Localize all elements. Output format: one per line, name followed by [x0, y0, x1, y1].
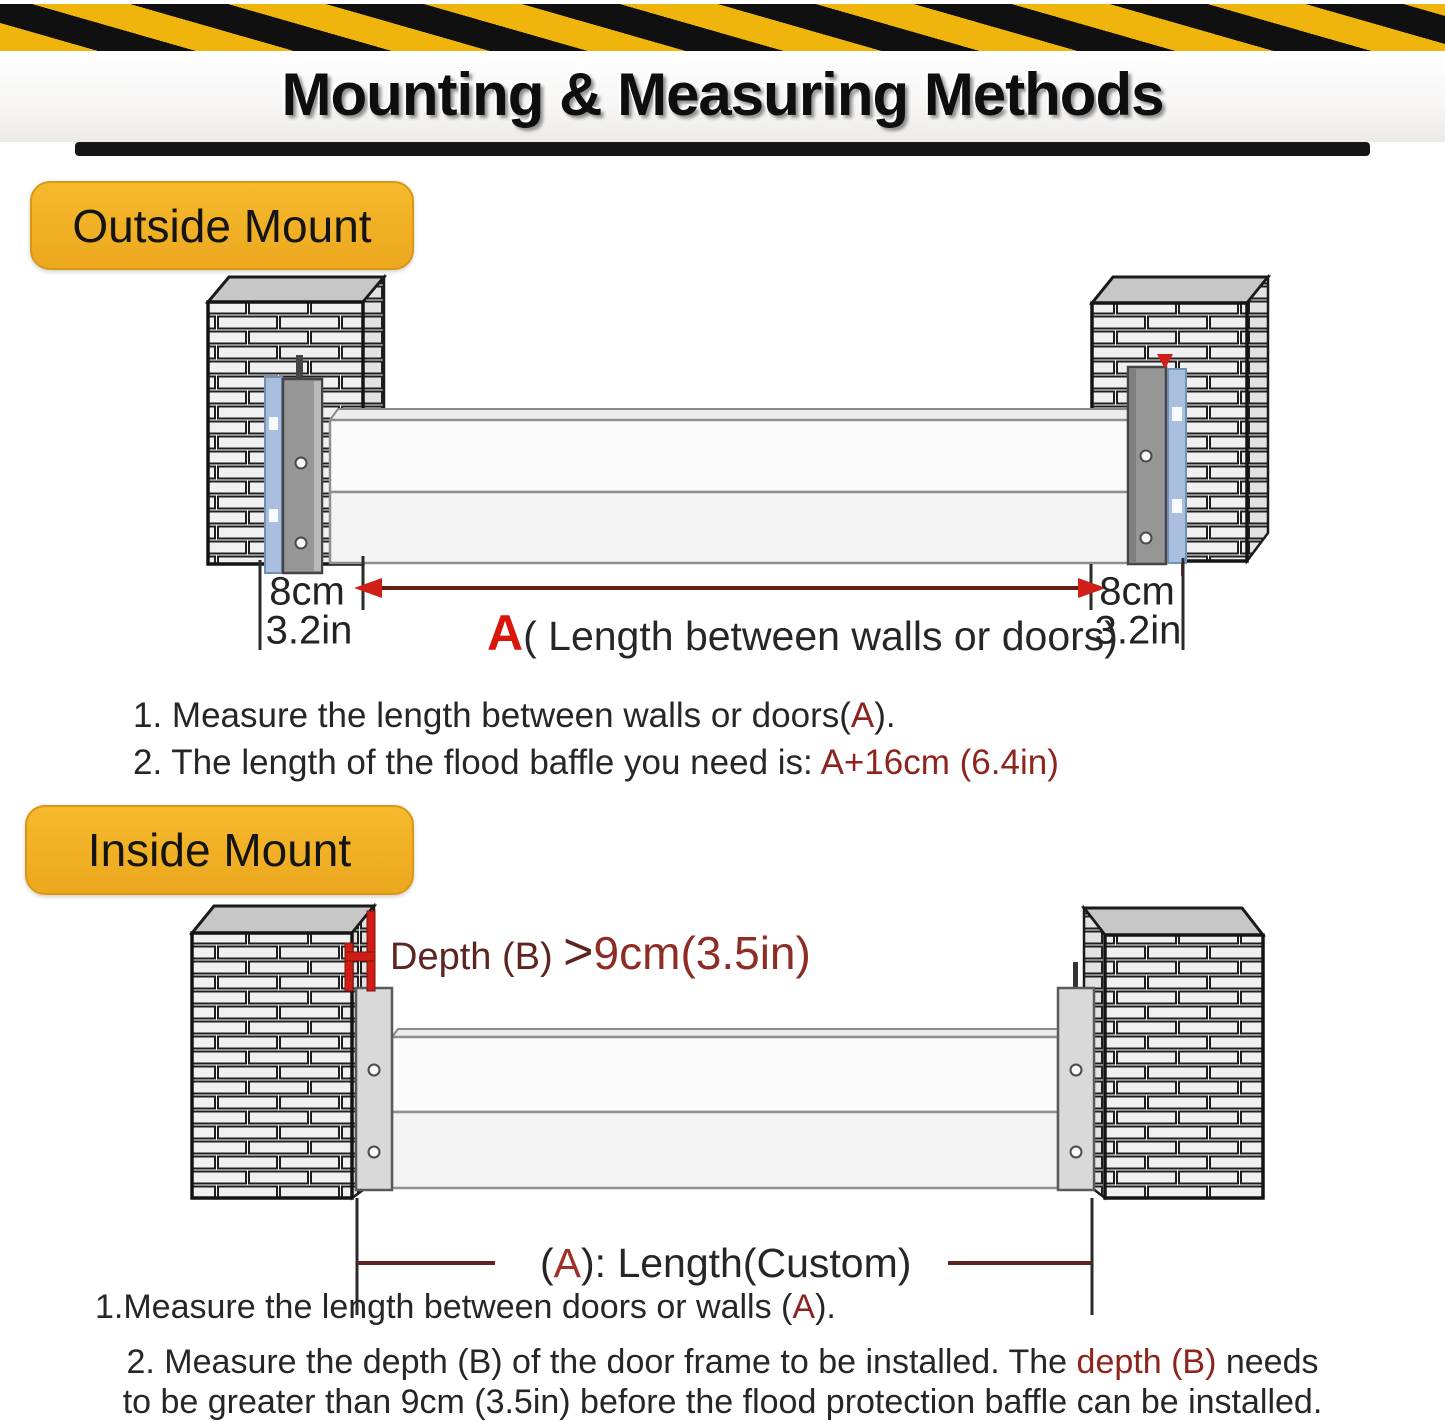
outside-right-gasket: [1168, 369, 1186, 563]
outside-left-gasket: [265, 377, 282, 573]
inside-flood-barrier: [392, 1029, 1064, 1188]
title-underline-bar: [75, 142, 1370, 156]
inside-instruction-3: to be greater than 9cm (3.5in) before the flood protection baffle can be installed.: [122, 1383, 1323, 1421]
inside-instruction-1: [95, 1288, 836, 1327]
outside-instr2-text: 2. The length of the flood baffle you need is:: [133, 743, 821, 782]
length-variable-a: A: [553, 1240, 582, 1286]
span-label-text: ( Length between walls or doors): [523, 613, 1118, 659]
inside-instr2-end: needs: [1216, 1343, 1319, 1381]
outside-instruction-2: [133, 743, 1059, 783]
caution-tape-stripes: [0, 4, 1445, 51]
page-title: Mounting & Measuring Methods: [281, 61, 1164, 128]
length-arrow: [354, 578, 1106, 598]
inside-right-pillar: [1084, 908, 1263, 1198]
outside-flood-barrier: [330, 409, 1138, 563]
outside-left-offset-cm: 8cm: [269, 569, 345, 614]
inside-mount-badge: [25, 805, 414, 895]
inside-right-bracket: [1058, 962, 1094, 1190]
outside-instr2-formula: A+16cm (6.4in): [820, 743, 1059, 782]
inside-instr2-text: 2. Measure the depth (B) of the door frame to be installed. The: [126, 1343, 1077, 1381]
inside-instr1-end: ).: [815, 1288, 836, 1326]
outside-instr1-end: ).: [874, 696, 896, 735]
outside-span-label: [487, 604, 1118, 662]
inside-left-bracket: [356, 988, 392, 1190]
outside-mount-badge: [30, 181, 414, 270]
inside-length-label: [540, 1240, 911, 1287]
inside-instr2-depth: depth (B): [1076, 1343, 1217, 1381]
outside-mount-badge-label: Outside Mount: [72, 199, 372, 252]
outside-right-offset-in: 3.2in: [1094, 608, 1182, 653]
inside-mount-badge-label: Inside Mount: [87, 824, 352, 876]
span-variable-a: A: [487, 605, 524, 661]
outside-instr1-var: A: [850, 696, 875, 735]
inside-instruction-2: [127, 1343, 1319, 1382]
outside-left-offset-in: 3.2in: [265, 608, 353, 653]
depth-label: [390, 922, 811, 982]
outside-instr1-text: 1. Measure the length between walls or doors(: [133, 696, 851, 735]
greater-than-sign: >: [563, 923, 594, 981]
outside-left-bracket: [283, 355, 322, 573]
depth-value: 9cm(3.5in): [593, 927, 811, 979]
inside-instr1-var: A: [792, 1288, 816, 1326]
depth-label-text: Depth (B): [390, 936, 564, 978]
length-label-open: (: [540, 1240, 554, 1286]
outside-right-offset-cm: 8cm: [1099, 569, 1175, 614]
inside-instr1-text: 1.Measure the length between doors or walls (: [95, 1288, 793, 1326]
length-label-text: ): Length(Custom): [581, 1240, 912, 1286]
outside-instruction-1: [133, 696, 896, 736]
outside-right-bracket: [1128, 367, 1166, 564]
